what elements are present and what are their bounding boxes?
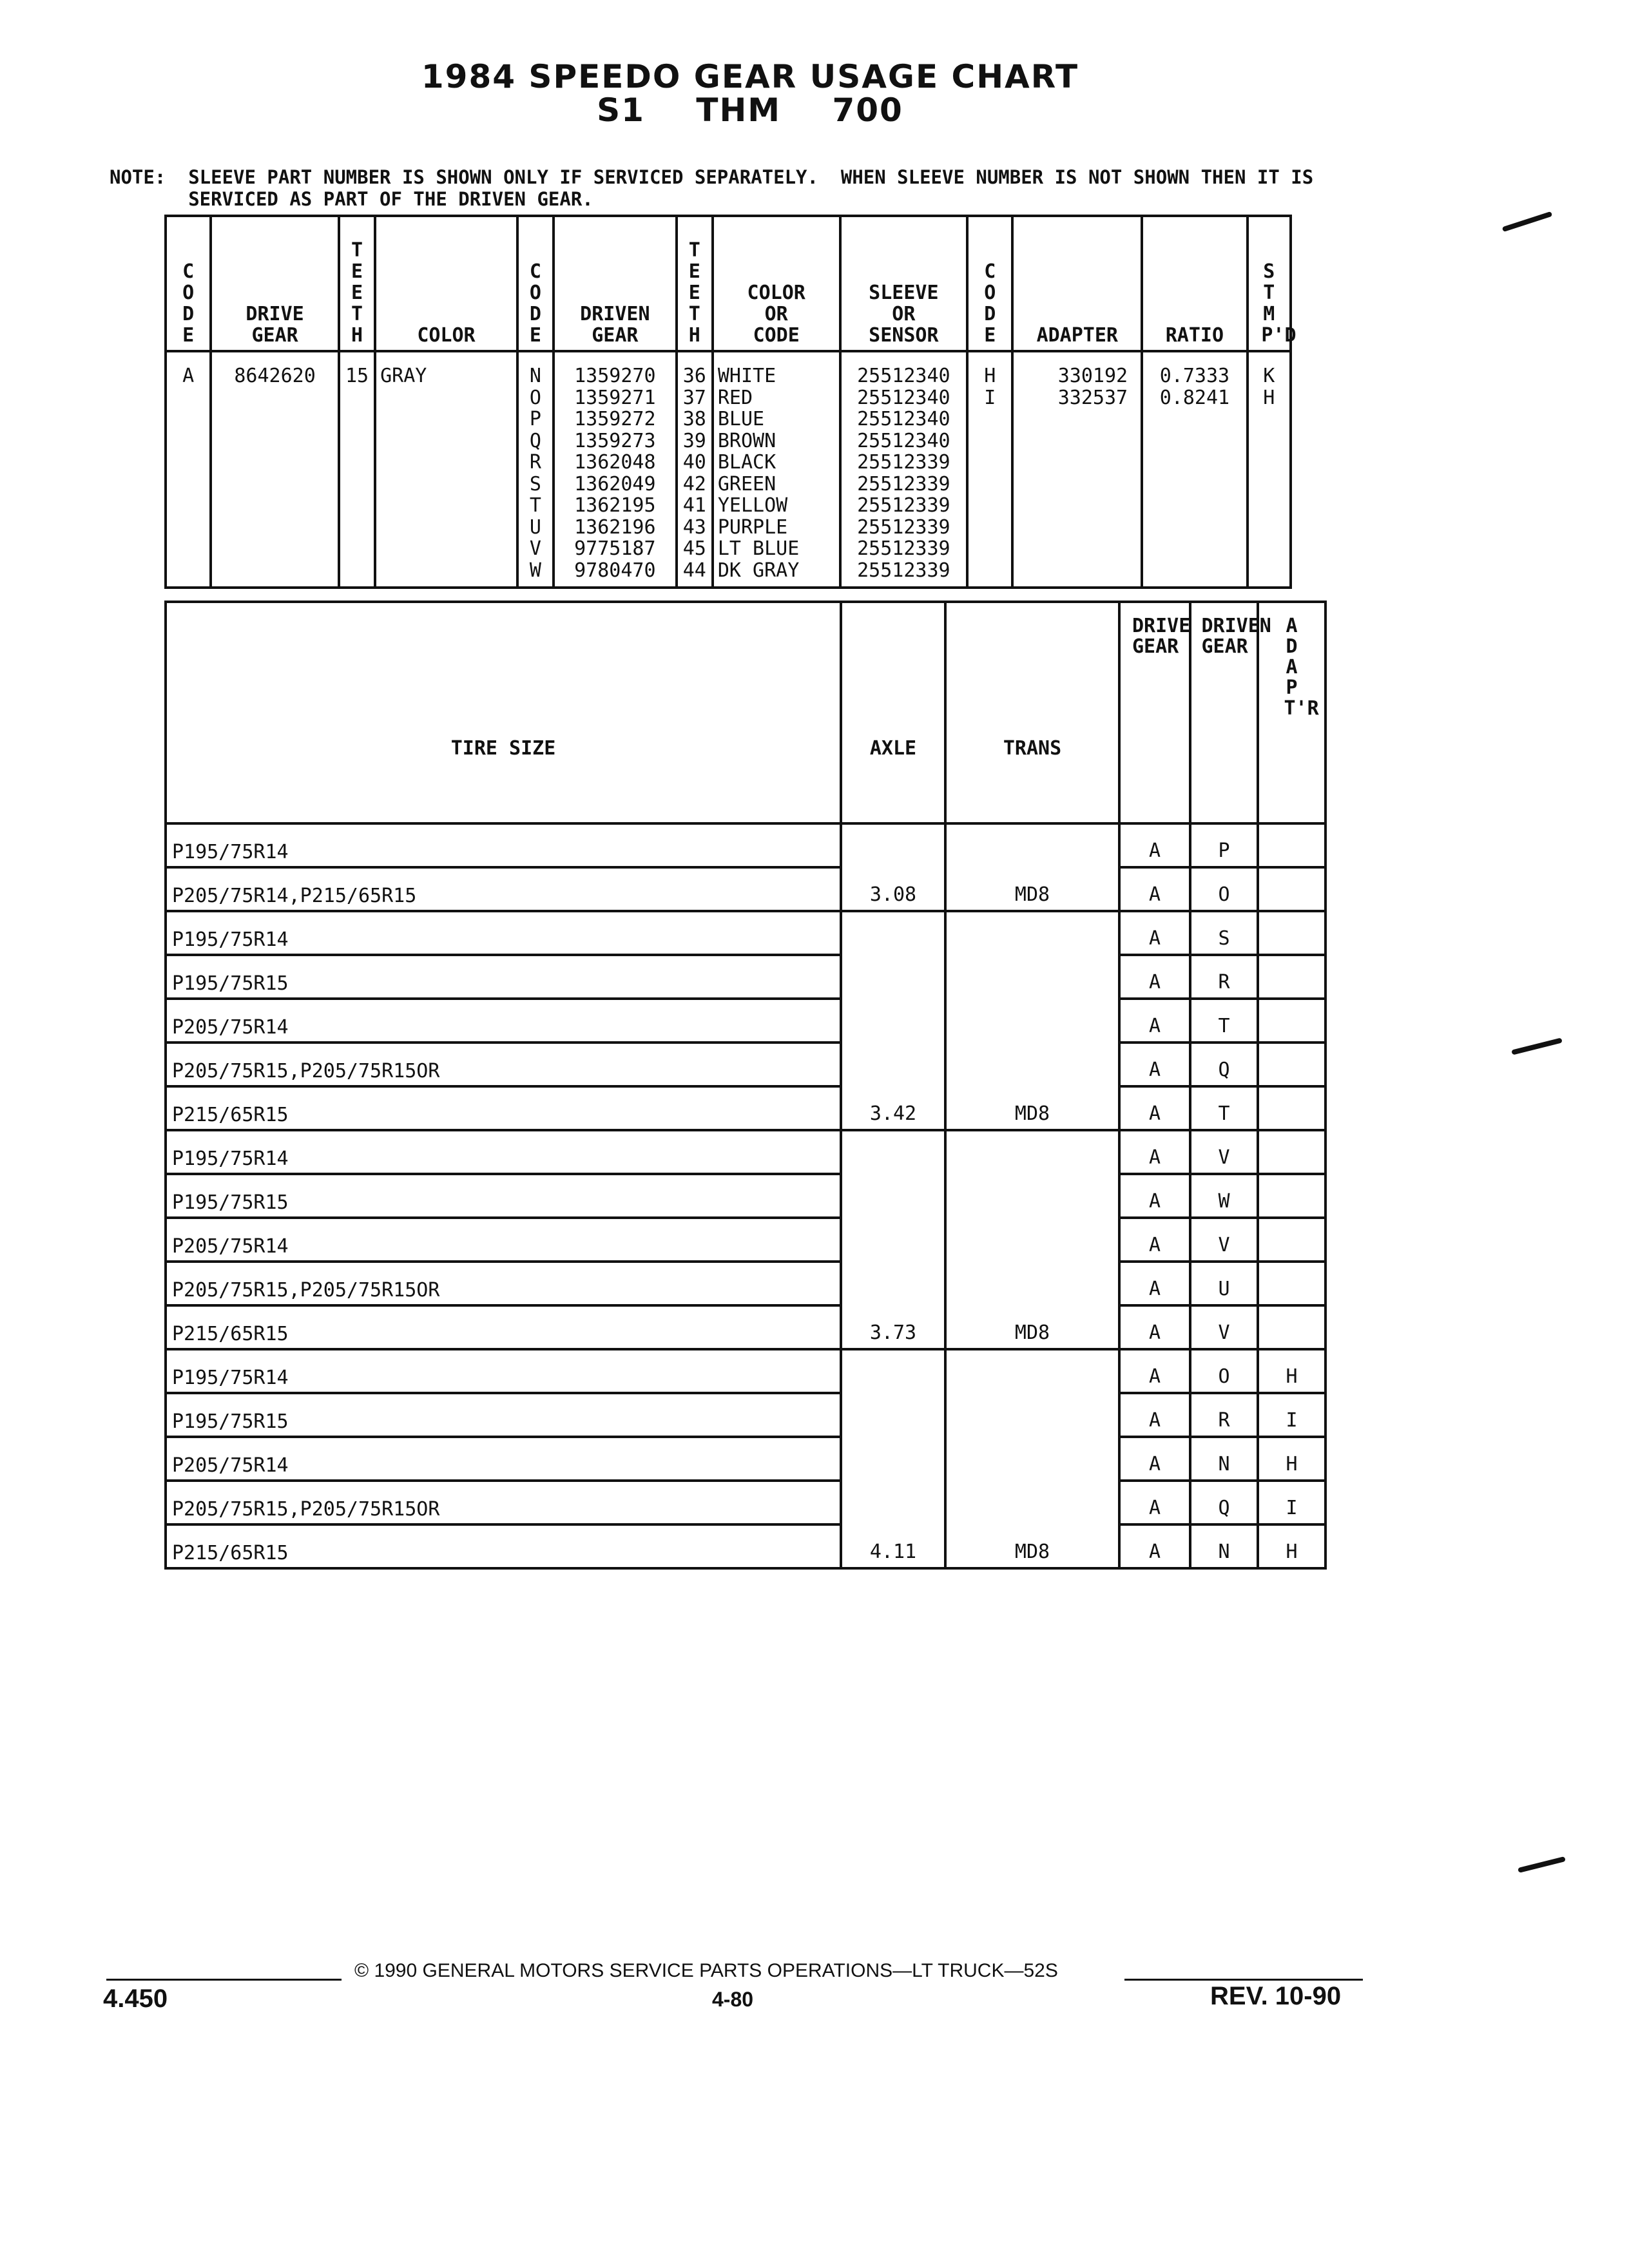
tire-size-cell: P195/75R14: [166, 1130, 841, 1174]
tire-size-cell: P195/75R15: [166, 955, 841, 999]
axle-cell: 4.11: [841, 1349, 945, 1568]
table-row: [166, 823, 1325, 867]
tire-size-cell: P205/75R14,P215/65R15: [166, 867, 841, 911]
tire-header-row: [166, 602, 1325, 823]
adapter-cell: I: [1258, 1481, 1325, 1524]
trans-cell: MD8: [945, 911, 1119, 1130]
drive-gear-cell: A: [1119, 1174, 1190, 1218]
table-row: [166, 1130, 1325, 1174]
adapter-cell: [1258, 911, 1325, 955]
adapter-cell: [1258, 823, 1325, 867]
adapter-cell: [1258, 1174, 1325, 1218]
drive-gear-cell: A: [1119, 1218, 1190, 1262]
drive-gear-cell: A: [1119, 1437, 1190, 1481]
page-title: 1984 SPEEDO GEAR USAGE CHART: [421, 58, 1079, 95]
table-row: [166, 999, 1325, 1043]
cell-ratios: 0.7333 0.8241: [1142, 351, 1248, 588]
note-text: NOTE: SLEEVE PART NUMBER IS SHOWN ONLY IF SERVICED SEPARATELY. WHEN SLEEVE NUMBER IS NOT SHOWN THEN IT IS SERVICED AS PART OF THE DRIVEN GEAR.: [110, 166, 1314, 210]
drive-gear-cell: A: [1119, 1349, 1190, 1393]
header-code: CODE: [166, 216, 211, 351]
header-sleeve: SLEEVE OR SENSOR: [840, 216, 968, 351]
drive-gear-cell: A: [1119, 867, 1190, 911]
adapter-cell: [1258, 999, 1325, 1043]
driven-gear-cell: W: [1190, 1174, 1258, 1218]
axle-cell: 3.08: [841, 823, 945, 911]
adapter-cell: [1258, 1043, 1325, 1086]
driven-gear-cell: R: [1190, 955, 1258, 999]
footer-page-number: 4-80: [712, 1988, 754, 2011]
adapter-cell: [1258, 1262, 1325, 1305]
header-drive-gear: DRIVE GEAR: [211, 216, 339, 351]
table-row: [166, 1437, 1325, 1481]
tire-size-cell: P195/75R15: [166, 1174, 841, 1218]
tire-size-cell: P215/65R15: [166, 1086, 841, 1130]
driven-gear-cell: U: [1190, 1262, 1258, 1305]
cell-adapter-codes: H I: [967, 351, 1012, 588]
drive-gear-cell: A: [1119, 955, 1190, 999]
drive-gear-cell: A: [1119, 823, 1190, 867]
table-row: [166, 1481, 1325, 1524]
footer-copyright: © 1990 GENERAL MOTORS SERVICE PARTS OPERATIONS—LT TRUCK—52S: [354, 1960, 1058, 1981]
table-row: [166, 1262, 1325, 1305]
header-driven-teeth: TEETH: [677, 216, 713, 351]
table-row: [166, 1305, 1325, 1349]
drive-gear-cell: A: [1119, 1305, 1190, 1349]
table-row: [166, 1043, 1325, 1086]
adapter-cell: [1258, 1086, 1325, 1130]
tire-size-cell: P205/75R14: [166, 1218, 841, 1262]
driven-gear-cell: V: [1190, 1305, 1258, 1349]
axle-cell: 3.73: [841, 1130, 945, 1349]
cell-code: A: [166, 351, 211, 588]
driven-gear-cell: N: [1190, 1437, 1258, 1481]
adapter-cell: H: [1258, 1524, 1325, 1568]
tire-size-cell: P195/75R14: [166, 823, 841, 867]
footer-rule-right: [1124, 1979, 1363, 1981]
cell-driven-codes: N O P Q R S T U V W: [517, 351, 554, 588]
cell-driven-colors: WHITE RED BLUE BROWN BLACK GREEN YELLOW PURPLE LT BLUE DK GRAY: [713, 351, 840, 588]
tire-size-cell: P215/65R15: [166, 1524, 841, 1568]
table-row: [166, 1393, 1325, 1437]
cell-color: GRAY: [375, 351, 517, 588]
driven-gear-cell: O: [1190, 867, 1258, 911]
table-row: [166, 1086, 1325, 1130]
drive-gear-cell: A: [1119, 1086, 1190, 1130]
driven-gear-cell: V: [1190, 1130, 1258, 1174]
tire-size-cell: P195/75R14: [166, 911, 841, 955]
page-subtitle: S1 THM 700: [597, 91, 903, 129]
cell-sleeves: 25512340 25512340 25512340 25512340 25512339 25512339 25512339 25512339 25512339 25512339: [840, 351, 968, 588]
header-tire-size: TIRE SIZE: [166, 602, 841, 823]
binder-mark: [1502, 211, 1553, 232]
adapter-cell: I: [1258, 1393, 1325, 1437]
header-stamped: STMP'D: [1248, 216, 1291, 351]
driven-gear-cell: S: [1190, 911, 1258, 955]
drive-gear-table: [164, 215, 1296, 589]
table-row: [166, 911, 1325, 955]
driven-gear-cell: T: [1190, 1086, 1258, 1130]
header-adapter: ADAPTER: [1012, 216, 1142, 351]
header-ratio: RATIO: [1142, 216, 1248, 351]
header-driven-gear: DRIVEN GEAR: [554, 216, 677, 351]
table-row: [166, 1524, 1325, 1568]
drive-gear-cell: A: [1119, 1262, 1190, 1305]
table-row: [166, 955, 1325, 999]
drive-gear-cell: A: [1119, 911, 1190, 955]
header-adapter-col: ADAPT'R: [1258, 602, 1325, 823]
tire-size-cell: P215/65R15: [166, 1305, 841, 1349]
cell-driven-gears: 1359270 1359271 1359272 1359273 1362048 1362049 1362195 1362196 9775187 9780470: [554, 351, 677, 588]
cell-adapters: 330192 332537: [1012, 351, 1142, 588]
tire-size-cell: P205/75R15,P205/75R15OR: [166, 1481, 841, 1524]
header-driven-code: CODE: [517, 216, 554, 351]
driven-gear-cell: P: [1190, 823, 1258, 867]
trans-cell: MD8: [945, 1349, 1119, 1568]
header-color-or-code: COLOR OR CODE: [713, 216, 840, 351]
tire-size-cell: P205/75R14: [166, 1437, 841, 1481]
table-row: [166, 1349, 1325, 1393]
adapter-cell: H: [1258, 1437, 1325, 1481]
drive-gear-cell: A: [1119, 1130, 1190, 1174]
adapter-cell: [1258, 1130, 1325, 1174]
trans-cell: MD8: [945, 823, 1119, 911]
table-row: [166, 1218, 1325, 1262]
binder-mark: [1518, 1856, 1566, 1873]
table-row: [166, 867, 1325, 911]
adapter-cell: [1258, 867, 1325, 911]
driven-gear-cell: Q: [1190, 1481, 1258, 1524]
header-teeth: TEETH: [339, 216, 375, 351]
footer-revision: REV. 10-90: [1210, 1982, 1342, 2010]
drive-gear-cell: A: [1119, 1043, 1190, 1086]
driven-gear-cell: Q: [1190, 1043, 1258, 1086]
adapter-cell: H: [1258, 1349, 1325, 1393]
drive-gear-cell: A: [1119, 1481, 1190, 1524]
cell-drive-gear: 8642620: [211, 351, 339, 588]
driven-gear-cell: V: [1190, 1218, 1258, 1262]
tire-size-cell: P195/75R14: [166, 1349, 841, 1393]
footer-section-number: 4.450: [103, 1984, 168, 2013]
drive-gear-cell: A: [1119, 999, 1190, 1043]
tire-size-cell: P195/75R15: [166, 1393, 841, 1437]
driven-gear-cell: T: [1190, 999, 1258, 1043]
cell-stamped: K H: [1248, 351, 1291, 588]
tire-size-cell: P205/75R15,P205/75R15OR: [166, 1262, 841, 1305]
footer-rule-left: [106, 1979, 342, 1981]
adapter-cell: [1258, 1218, 1325, 1262]
driven-gear-cell: R: [1190, 1393, 1258, 1437]
adapter-cell: [1258, 1305, 1325, 1349]
tire-size-table: [164, 601, 1327, 1570]
driven-gear-cell: N: [1190, 1524, 1258, 1568]
trans-cell: MD8: [945, 1130, 1119, 1349]
drive-gear-cell: A: [1119, 1393, 1190, 1437]
cell-driven-teeth: 36 37 38 39 40 42 41 43 45 44: [677, 351, 713, 588]
cell-teeth: 15: [339, 351, 375, 588]
driven-gear-cell: O: [1190, 1349, 1258, 1393]
tire-size-cell: P205/75R14: [166, 999, 841, 1043]
header-adapter-code: CODE: [967, 216, 1012, 351]
drive-gear-cell: A: [1119, 1524, 1190, 1568]
adapter-cell: [1258, 955, 1325, 999]
axle-cell: 3.42: [841, 911, 945, 1130]
header-driven-gear-col: DRIVEN GEAR: [1190, 602, 1258, 823]
binder-mark: [1511, 1037, 1563, 1055]
data-row: [166, 351, 1291, 588]
table-row: [166, 1174, 1325, 1218]
header-row: [166, 216, 1291, 351]
header-color: COLOR: [375, 216, 517, 351]
header-axle: AXLE: [841, 602, 945, 823]
tire-size-cell: P205/75R15,P205/75R15OR: [166, 1043, 841, 1086]
header-drive-gear-col: DRIVE GEAR: [1119, 602, 1190, 823]
tire-table-body: [166, 823, 1325, 1568]
header-trans: TRANS: [945, 602, 1119, 823]
